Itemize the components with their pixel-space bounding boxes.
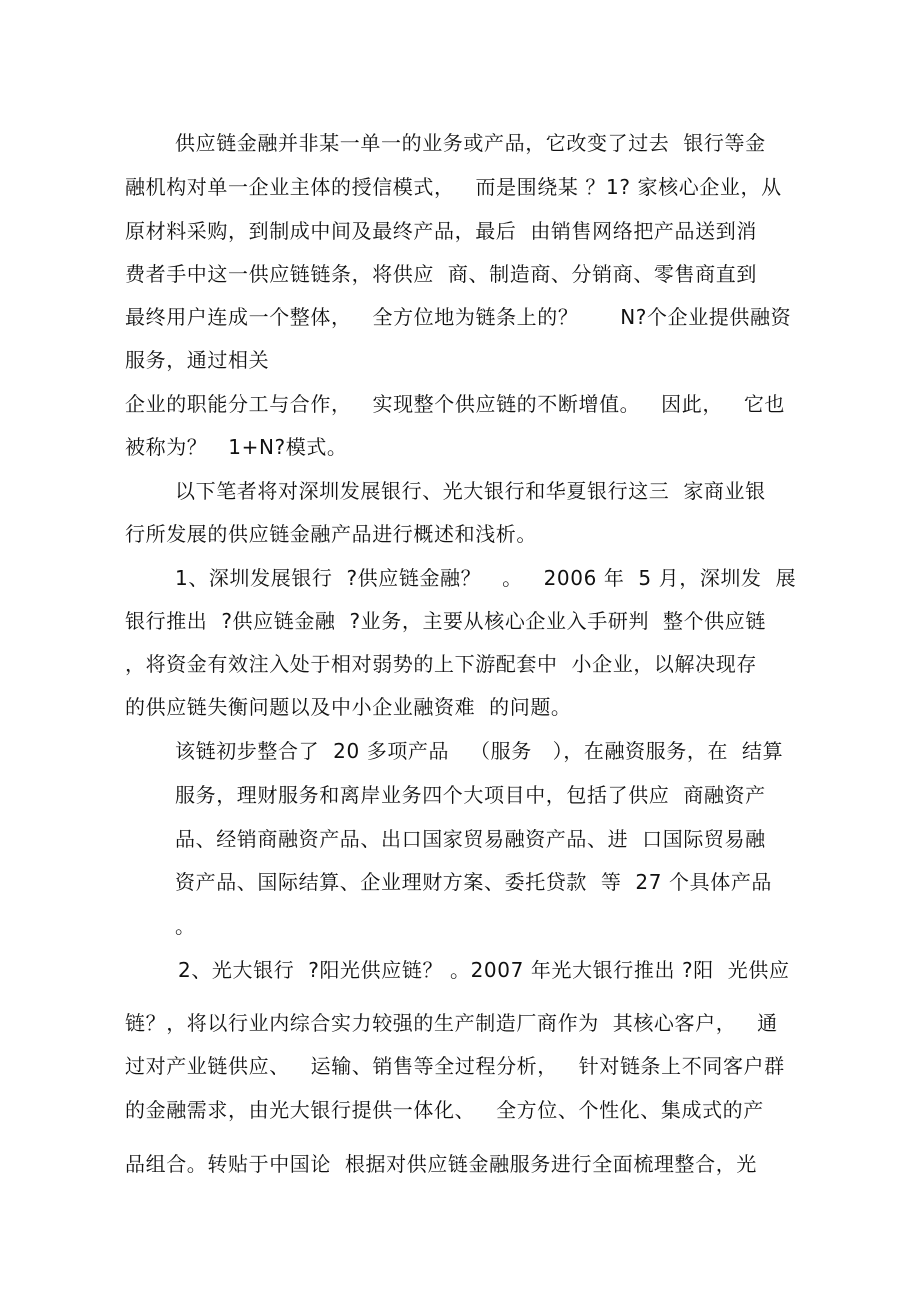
p4-line-5: 。 <box>175 914 196 938</box>
p3-line-2: 银行推出 ?供应链金融 ?业务，主要从核心企业入手研判 整个供应链 <box>125 609 766 633</box>
p4-line-3: 品、经销商融资产品、出口国家贸易融资产品、进 口国际贸易融 <box>175 827 766 851</box>
p1-line-8: 被称为？ 1+N?模式。 <box>125 435 348 459</box>
p4-line-2: 服务，理财服务和离岸业务四个大项目中，包括了供应 商融资产 <box>175 783 766 807</box>
p1-line-2: 融机构对单一企业主体的授信模式， 而是围绕某 ？1? 家核心企业，从 <box>125 175 782 199</box>
p5-line-1: 2、光大银行 ?阳光供应链？ 。2007 年光大银行推出 ?阳 光供应 <box>178 958 790 982</box>
p4-line-1: 该链初步整合了 20 多项产品 （服务 ），在融资服务，在 结算 <box>175 739 784 763</box>
p1-line-7: 企业的职能分工与合作， 实现整个供应链的不断增值。 因此， 它也 <box>125 392 786 416</box>
p2-line-1: 以下笔者将对深圳发展银行、光大银行和华夏银行这三 家商业银 <box>175 479 766 503</box>
p1-line-3: 原材料采购，到制成中间及最终产品，最后 由销售网络把产品送到消 <box>125 219 757 243</box>
p1-line-1: 供应链金融并非某一单一的业务或产品，它改变了过去 银行等金 <box>175 131 766 155</box>
p3-line-1: 1、深圳发展银行 ?供应链金融？ 。 2006 年 5 月，深圳发 展 <box>175 566 797 590</box>
p1-line-4: 费者手中这一供应链链条，将供应 商、制造商、分销商、零售商直到 <box>125 262 757 286</box>
p2-line-2: 行所发展的供应链金融产品进行概述和浅析。 <box>125 522 537 546</box>
p5-line-4: 的金融需求，由光大银行提供一体化、 全方位、个性化、集成式的产 <box>125 1098 764 1122</box>
p1-line-6: 服务，通过相关 <box>125 348 270 372</box>
p5-line-2: 链？，将以行业内综合实力较强的生产制造厂商作为 其核心客户， 通 <box>125 1011 778 1035</box>
p5-line-3: 过对产业链供应、 运输、销售等全过程分析， 针对链条上不同客户群 <box>125 1054 785 1078</box>
p3-line-4: 的供应链失衡问题以及中小企业融资难 的问题。 <box>125 695 572 719</box>
p1-line-5: 最终用户连成一个整体， 全方位地为链条上的？ N?个企业提供融资 <box>125 305 792 329</box>
p4-line-4: 资产品、国际结算、企业理财方案、委托贷款 等 27 个具体产品 <box>175 870 773 894</box>
p3-line-3: ，将资金有效注入处于相对弱势的上下游配套中 小企业，以解决现存 <box>125 652 757 676</box>
p5-line-5: 品组合。转贴于中国论 根据对供应链金融服务进行全面梳理整合，光 <box>125 1152 757 1176</box>
